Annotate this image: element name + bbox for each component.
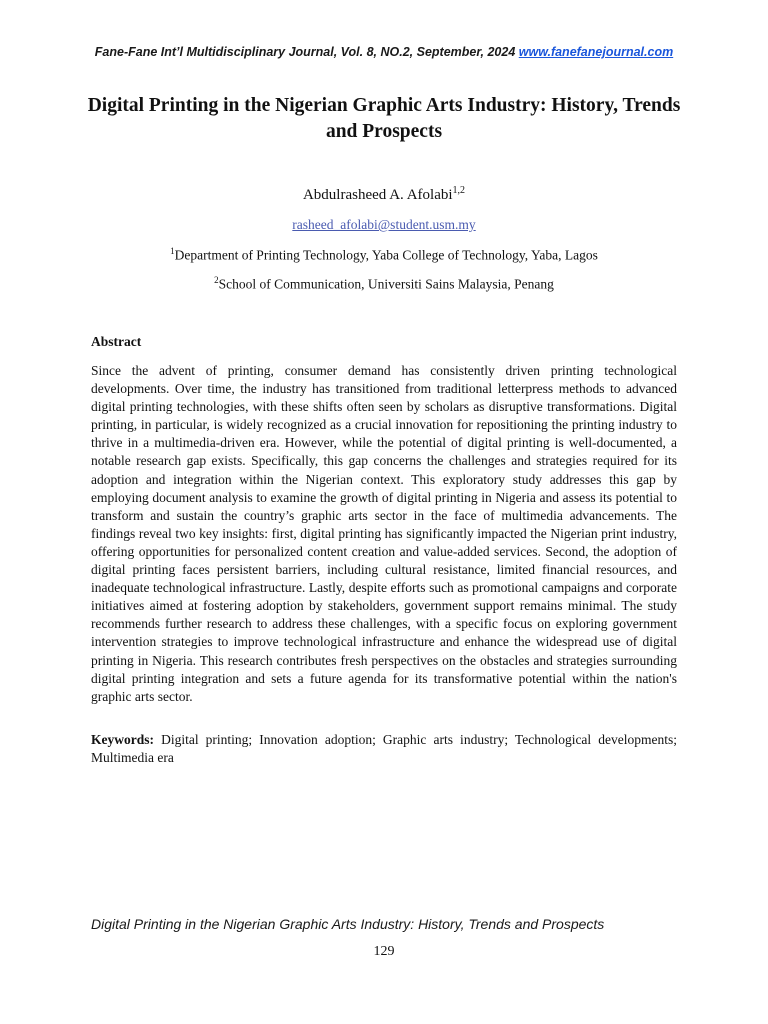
affiliation-text: School of Communication, Universiti Sains Malaysia, Penang [218, 276, 554, 292]
abstract-heading: Abstract [91, 334, 142, 349]
affiliation-1 [0, 246, 768, 264]
keywords-label: Keywords: [91, 732, 154, 747]
page-number: 129 [373, 944, 395, 959]
affiliation-2 [0, 275, 768, 293]
abstract-body: Since the advent of printing, consumer demand has consistently driven printing technological developments. Over time, the industry has transitioned from traditional letterpress methods to advanced digital printing technologies, with these shifts often seen by scholars as disruptive transformations. Digital printing, in particular, is widely recognized as a crucial innovation for repositioning the printing industry to thrive in a multimedia-driven era. However, while the potential of digital printing is well-documented, a notable research gap exists. Specifically, this gap concerns the challenges and strategies required for its adoption and integration within the Nigerian context. This exploratory study addresses this gap by employing document analysis to examine the growth of digital printing in Nigeria and assess its potential to transform and sustain the country’s graphic arts sector in the face of multimedia advancements. The findings reveal two key insights: first, digital printing has significantly impacted the Nigerian print industry, offering opportunities for personalized content creation and value-added services. Second, the adoption of digital printing faces persistent barriers, including cultural resistance, limited financial resources, and inadequate technological infrastructure. Lastly, despite efforts such as promotional campaigns and corporate initiatives aimed at fostering adoption by stakeholders, government support remains minimal. The study recommends further research to address these challenges, with a specific focus on exploring government intervention strategies to improve technological infrastructure and enhance the widespread use of digital printing in Nigeria. This research contributes fresh perspectives on the obstacles and strategies surrounding digital printing integration and sets a future agenda for its transformative potential within the nation's graphic arts sector. [91, 363, 677, 704]
journal-header [0, 45, 768, 59]
author-email-line [0, 217, 768, 233]
author-line [0, 185, 768, 204]
author-affiliation-markers: 1,2 [452, 185, 466, 196]
journal-citation: Fane-Fane Int’l Multidisciplinary Journal, Vol. 8, NO.2, September, 2024 [94, 45, 516, 59]
journal-website-link[interactable]: www.fanefanejournal.com [518, 45, 674, 59]
affiliation-marker: 1 [170, 246, 175, 256]
keywords-paragraph [91, 731, 677, 767]
author-email-link[interactable]: rasheed_afolabi@student.usm.my [292, 217, 476, 232]
footer-running-title: Digital Printing in the Nigerian Graphic Arts Industry: History, Trends and Prospects [91, 916, 605, 932]
keywords-text: Digital printing; Innovation adoption; Graphic arts industry; Technological developments; Multimedia era [91, 732, 677, 766]
affiliation-marker: 2 [214, 275, 219, 285]
author-name: Abdulrasheed A. Afolabi [302, 187, 453, 203]
article-title: Digital Printing in the Nigerian Graphic Arts Industry: History, Trends and Prospects [87, 95, 681, 142]
affiliation-text: Department of Printing Technology, Yaba College of Technology, Yaba, Lagos [174, 247, 598, 263]
